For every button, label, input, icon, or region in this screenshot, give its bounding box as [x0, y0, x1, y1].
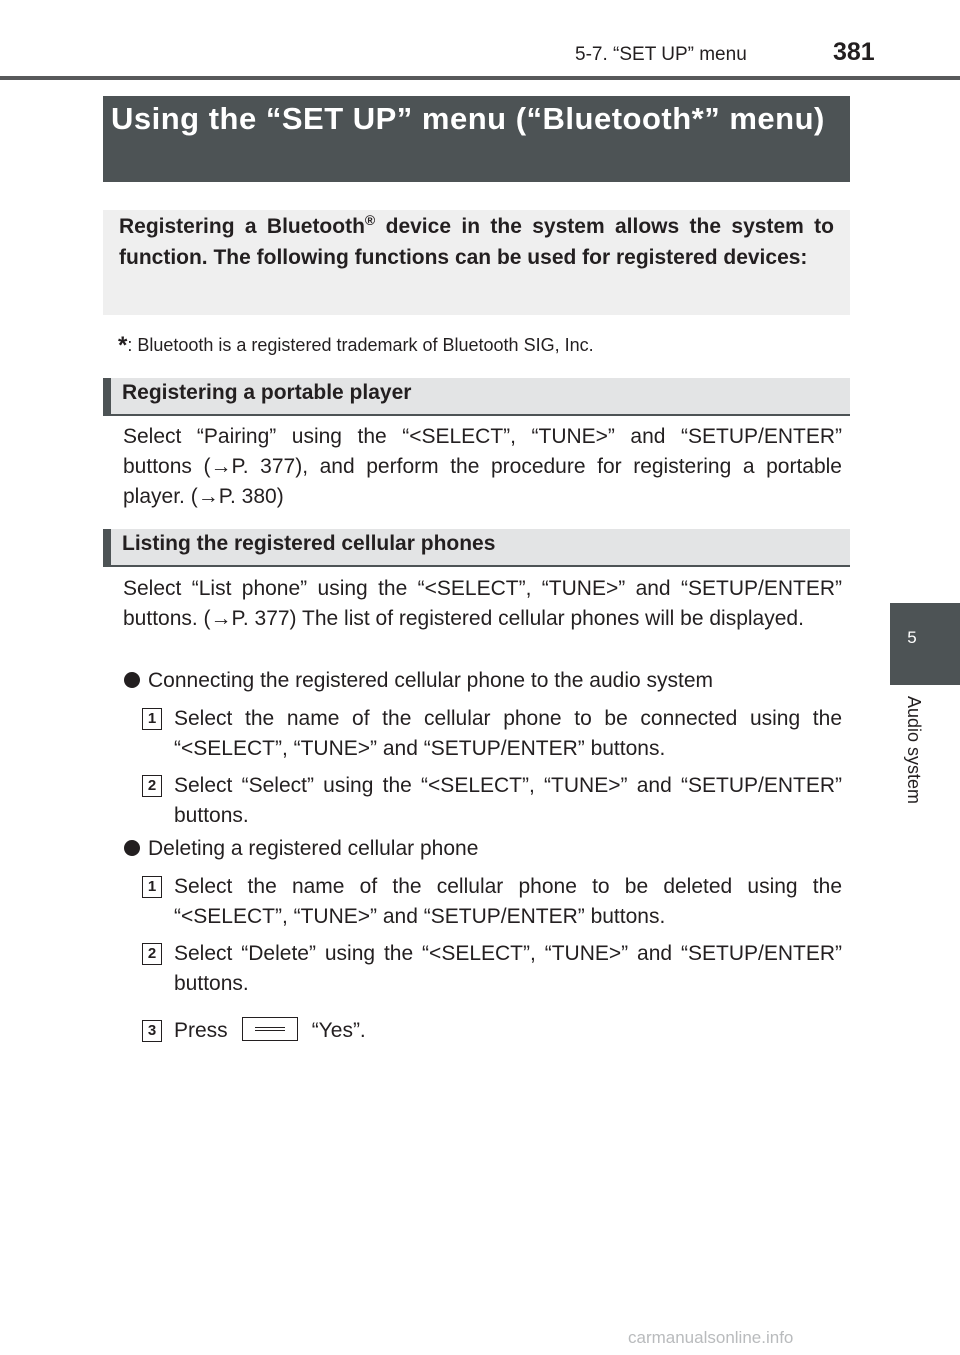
intro-text — [119, 211, 834, 273]
bullet-deleting — [124, 834, 478, 864]
step-text: Select the name of the cellular phone to be connected using the “<SELECT”, “TUNE>” and “SETUP/ENTER” buttons. — [174, 707, 842, 760]
section-heading-registering — [103, 378, 850, 416]
page-number: 381 — [833, 38, 875, 66]
section-body-listing: Select “List phone” using the “<SELECT”, “TUNE>” and “SETUP/ENTER” buttons. (→P. 377) The list of registered cellular phones will be displayed. — [123, 577, 842, 630]
step-text — [174, 1016, 842, 1046]
section-heading-text: Registering a portable player — [122, 381, 412, 404]
chapter-title: Audio system — [904, 696, 924, 805]
footnote-text: : Bluetooth is a registered trademark of Bluetooth SIG, Inc. — [127, 335, 594, 355]
registered-mark: ® — [364, 212, 376, 228]
bullet-dot — [124, 840, 140, 856]
section-heading-text: Listing the registered cellular phones — [122, 532, 496, 555]
step-text: Select the name of the cellular phone to be deleted using the “<SELECT”, “TUNE>” and “SETUP/ENTER” buttons. — [174, 875, 842, 928]
step-number: 2 — [142, 943, 162, 965]
intro-part1: Registering a Bluetooth — [119, 215, 365, 238]
page-title: Using the “SET UP” menu (“Bluetooth*” menu) — [111, 101, 825, 136]
intro-part2: device in the system allows the system to function. The following functions can be used for registered devices: — [119, 215, 834, 269]
footnote-star: * — [118, 332, 128, 359]
bullet-dot — [124, 672, 140, 688]
heading-bar — [103, 529, 111, 565]
watermark: carmanualsonline.info — [628, 1328, 794, 1347]
bullet-connecting — [124, 666, 713, 696]
footnote — [118, 332, 594, 360]
step-number: 3 — [142, 1020, 162, 1042]
enter-button-icon — [242, 1017, 298, 1041]
section-heading-listing — [103, 529, 850, 567]
heading-bar — [103, 378, 111, 414]
section-header: 5-7. “SET UP” menu — [575, 44, 747, 65]
step-text: Select “Select” using the “<SELECT”, “TUNE>” and “SETUP/ENTER” buttons. — [174, 774, 842, 827]
step-text-after: “Yes”. — [311, 1019, 366, 1042]
header-rule — [0, 76, 960, 80]
step-number: 1 — [142, 876, 162, 898]
step-number: 2 — [142, 775, 162, 797]
bullet-text: Deleting a registered cellular phone — [148, 837, 479, 860]
step-text-before: Press — [174, 1019, 228, 1042]
bullet-text: Connecting the registered cellular phone to the audio system — [148, 669, 714, 692]
chapter-number: 5 — [907, 628, 917, 647]
section-body-registering: Select “Pairing” using the “<SELECT”, “TUNE>” and “SETUP/ENTER” buttons (→P. 377), and perform the procedure for registering a portable player. (→P. 380) — [123, 425, 842, 508]
step-number: 1 — [142, 708, 162, 730]
step-text: Select “Delete” using the “<SELECT”, “TUNE>” and “SETUP/ENTER” buttons. — [174, 942, 842, 995]
